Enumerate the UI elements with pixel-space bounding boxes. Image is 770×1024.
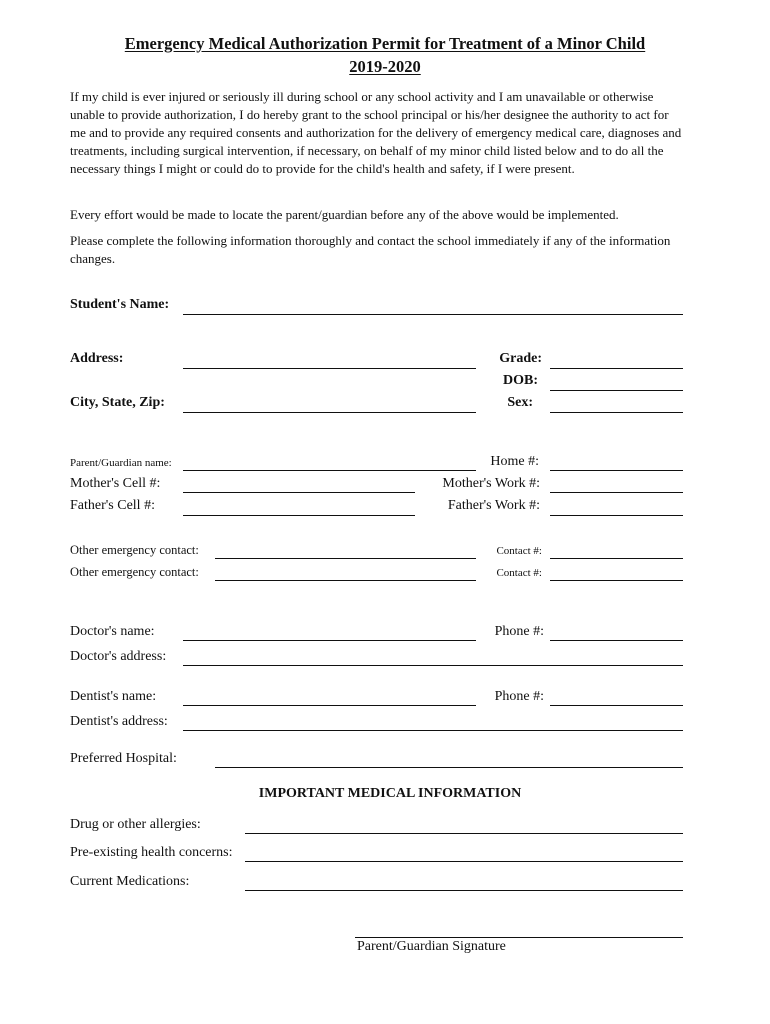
form-title: Emergency Medical Authorization Permit for Treatment of a Minor Child	[124, 34, 646, 53]
sex-field[interactable]	[550, 412, 683, 413]
other-contact-2-field[interactable]	[215, 580, 476, 581]
address-label: Address:	[70, 351, 124, 366]
medications-label: Current Medications:	[70, 874, 190, 889]
other-contact-2-label: Other emergency contact:	[70, 565, 199, 579]
mothers-cell-label: Mother's Cell #:	[70, 476, 161, 491]
contact-1-field[interactable]	[550, 558, 683, 559]
grade-label: Grade:	[499, 351, 542, 366]
fathers-cell-field[interactable]	[183, 515, 415, 516]
mothers-work-field[interactable]	[550, 492, 683, 493]
doctor-phone-field[interactable]	[550, 640, 683, 641]
form-year: 2019-2020	[349, 57, 421, 76]
doctor-address-field[interactable]	[183, 665, 683, 666]
effort-paragraph: Every effort would be made to locate the parent/guardian before any of the above would be implemented.	[70, 207, 619, 222]
mothers-work-label: Mother's Work #:	[442, 476, 540, 491]
home-phone-field[interactable]	[550, 470, 683, 471]
other-contact-1-label: Other emergency contact:	[70, 543, 199, 557]
contact-1-label: Contact #:	[496, 545, 542, 557]
home-phone-label: Home #:	[490, 454, 539, 469]
dentist-address-label: Dentist's address:	[70, 714, 168, 729]
dentist-name-field[interactable]	[183, 705, 476, 706]
signature-label: Parent/Guardian Signature	[357, 939, 506, 954]
dentist-address-field[interactable]	[183, 730, 683, 731]
city-state-zip-field[interactable]	[183, 412, 476, 413]
parent-guardian-name-field[interactable]	[183, 470, 476, 471]
dentist-phone-field[interactable]	[550, 705, 683, 706]
mothers-cell-field[interactable]	[183, 492, 415, 493]
other-contact-1-field[interactable]	[215, 558, 476, 559]
student-name-label: Student's Name:	[70, 297, 170, 312]
health-concerns-field[interactable]	[245, 861, 683, 862]
fathers-cell-label: Father's Cell #:	[70, 498, 155, 513]
signature-field[interactable]	[355, 937, 683, 938]
sex-label: Sex:	[507, 395, 533, 410]
city-state-zip-label: City, State, Zip:	[70, 395, 165, 410]
fathers-work-label: Father's Work #:	[447, 498, 540, 513]
dob-label: DOB:	[503, 373, 538, 388]
medical-info-heading: IMPORTANT MEDICAL INFORMATION	[258, 786, 522, 801]
doctor-name-label: Doctor's name:	[70, 624, 155, 639]
address-field[interactable]	[183, 368, 476, 369]
grade-field[interactable]	[550, 368, 683, 369]
doctor-phone-label: Phone #:	[494, 624, 544, 639]
preferred-hospital-field[interactable]	[215, 767, 683, 768]
dentist-name-label: Dentist's name:	[70, 689, 157, 704]
preferred-hospital-label: Preferred Hospital:	[70, 751, 177, 766]
doctor-name-field[interactable]	[183, 640, 476, 641]
allergies-field[interactable]	[245, 833, 683, 834]
student-name-field[interactable]	[183, 314, 683, 315]
health-concerns-label: Pre-existing health concerns:	[70, 845, 233, 860]
contact-2-field[interactable]	[550, 580, 683, 581]
doctor-address-label: Doctor's address:	[70, 649, 167, 664]
medications-field[interactable]	[245, 890, 683, 891]
fathers-work-field[interactable]	[550, 515, 683, 516]
authorization-paragraph: If my child is ever injured or seriously ill during school or any school activity and I am unavailable or otherwise unable to provide authorization, I do hereby grant to the school principal or his/her designee the authority to act for me and to provide any required consents and authorization for the delivery of emergency medical care, diagnoses and treatments, including surgical intervention, if necessary, on behalf of my minor child listed below and to do all the necessary things I might or could do to provide for the child's health and safety, if I were present.	[70, 89, 682, 176]
dob-field[interactable]	[550, 390, 683, 391]
dentist-phone-label: Phone #:	[494, 689, 544, 704]
instructions-paragraph: Please complete the following information thoroughly and contact the school immediately if any of the information changes.	[70, 233, 671, 266]
parent-guardian-name-label: Parent/Guardian name:	[70, 457, 172, 469]
contact-2-label: Contact #:	[496, 567, 542, 579]
allergies-label: Drug or other allergies:	[70, 817, 201, 832]
